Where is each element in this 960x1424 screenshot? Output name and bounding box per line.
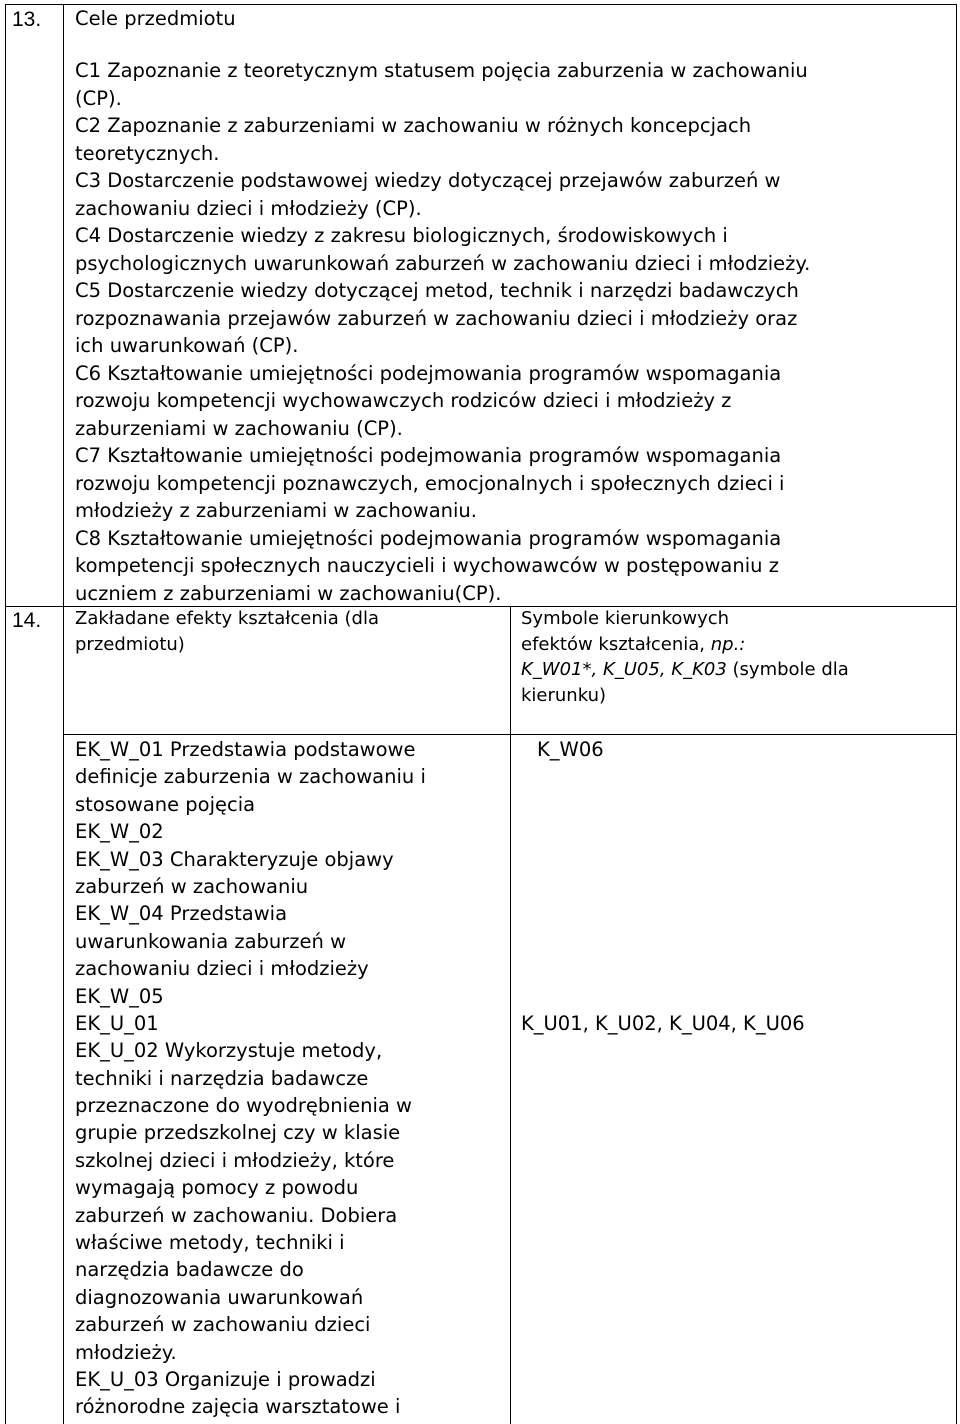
number-column-divider [63,4,64,1424]
row-number-14: 14. [12,609,42,632]
effect-line: szkolnej dzieci i młodzieży, które [75,1148,395,1172]
symbol-knowledge: K_W06 [537,738,604,761]
learning-effects-list [75,736,426,1421]
goal-line: C8 Kształtowanie umiejętności podejmowania programów wspomagania [75,526,782,550]
effect-line: stosowane pojęcia [75,792,256,816]
goal-line: C5 Dostarczenie wiedzy dotyczącej metod, technik i narzędzi badawczych [75,279,799,302]
effect-line: EK_W_03 Charakteryzuje objawy [75,847,394,871]
effect-line: EK_U_02 Wykorzystuje metody, [75,1039,383,1063]
effect-line: wymagają pomocy z powodu [75,1176,359,1200]
symbols-header-line [521,657,849,683]
effect-line: EK_W_05 [75,984,164,1008]
symbol-skills: K_U01, K_U02, K_U04, K_U06 [521,1012,805,1035]
goal-line: C7 Kształtowanie umiejętności podejmowania programów wspomagania [75,444,782,467]
goal-line: młodzieży z zaburzeniami w zachowaniu. [75,499,477,522]
effect-line: EK_W_04 Przedstawia [75,902,288,926]
goal-line: C2 Zapoznanie z zaburzeniami w zachowaniu w różnych koncepcjach [75,114,752,137]
effect-line: definicje zaburzenia w zachowaniu i [75,765,426,789]
effect-line: różnorodne zajęcia warsztatowe i [75,1395,401,1419]
effect-line: EK_W_01 Przedstawia podstawowe [75,738,416,761]
effect-line: przeznaczone do wyodrębnienia w [75,1094,412,1118]
effect-line: EK_W_02 [75,820,164,844]
effects-column-header [75,606,379,657]
effect-line: EK_U_03 Organizuje i prowadzi [75,1367,376,1391]
symbols-header-line [521,632,849,658]
goal-line: kompetencji społecznych nauczycieli i wychowawców w postępowaniu z [75,554,779,577]
goal-line: teoretycznych. [75,141,220,165]
goal-line: (CP). [75,86,122,110]
goal-line: zaburzeniami w zachowaniu (CP). [75,416,403,440]
table-left-border [5,4,6,1424]
goal-line: C6 Kształtowanie umiejętności podejmowania programów wspomagania [75,361,782,385]
effect-line: właściwe metody, techniki i [75,1231,345,1255]
section-13-heading: Cele przedmiotu [75,7,236,30]
effect-line: zaburzeń w zachowaniu [75,874,309,898]
effect-line: zachowaniu dzieci i młodzieży [75,957,369,981]
goal-line: uczniem z zaburzeniami w zachowaniu(CP). [75,581,502,605]
effect-line: grupie przedszkolnej czy w klasie [75,1121,401,1145]
goal-line: zachowaniu dzieci i młodzieży (CP). [75,196,422,220]
effect-line: narzędzia badawcze do [75,1258,304,1282]
symbols-header-example-label: np.: [710,633,746,655]
course-goals-list [75,57,810,607]
symbols-column-divider [510,606,511,1424]
effect-line: uwarunkowania zaburzeń w [75,929,347,953]
goal-line: C1 Zapoznanie z teoretycznym statusem pojęcia zaburzenia w zachowaniu [75,59,808,82]
symbols-header-text: efektów kształcenia, [521,633,711,655]
effect-line: techniki i narzędzia badawcze [75,1066,369,1090]
goal-line: ich uwarunkowań (CP). [75,334,299,357]
effect-line: młodzieży. [75,1340,177,1364]
goal-line: rozpoznawania przejawów zaburzeń w zachowaniu dzieci i młodzieży oraz [75,306,798,330]
goal-line: C4 Dostarczenie wiedzy z zakresu biologicznych, środowiskowych i [75,224,728,247]
effects-header-line: przedmiotu) [75,633,185,655]
table-right-border [956,4,957,1424]
goal-line: C3 Dostarczenie podstawowej wiedzy dotyczącej przejawów zaburzeń w [75,169,781,192]
symbols-header-line: kierunku) [521,684,607,706]
goal-line: rozwoju kompetencji wychowawczych rodziców dzieci i młodzieży z [75,389,732,412]
effect-line: diagnozowania uwarunkowań [75,1285,364,1309]
effect-line: zaburzeń w zachowaniu dzieci [75,1313,371,1337]
goal-line: rozwoju kompetencji poznawczych, emocjonalnych i społecznych dzieci i [75,471,785,495]
symbols-header-text: (symbole dla [726,659,849,680]
goal-line: psychologicznych uwarunkowań zaburzeń w zachowaniu dzieci i młodzieży. [75,251,811,275]
symbols-header-example-codes: K_W01*, K_U05, K_K03 [521,659,727,680]
row-number-13: 13. [12,8,42,31]
effect-line: zaburzeń w zachowaniu. Dobiera [75,1203,398,1227]
symbols-column-header [521,606,849,708]
effect-line: EK_U_01 [75,1011,159,1035]
effects-header-line: Zakładane efekty kształcenia (dla [75,608,379,629]
symbols-header-line: Symbole kierunkowych [521,608,730,629]
